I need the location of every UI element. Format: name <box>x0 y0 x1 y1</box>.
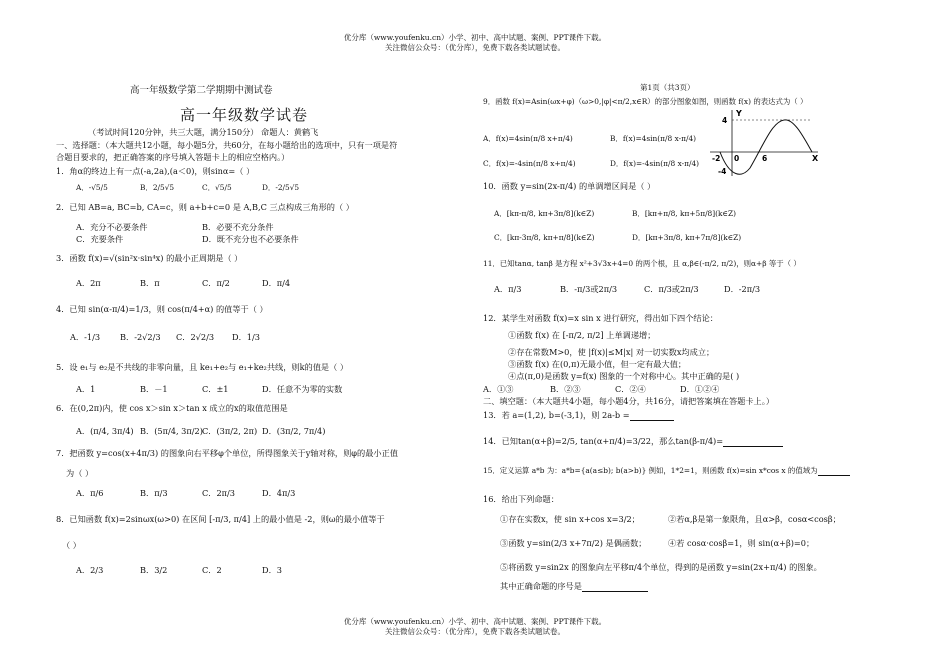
q12-statement-1: ①函数 f(x) 在 [-π/2, π/2] 上单调递增； <box>508 330 656 340</box>
q10-option-b: B．[kπ+π/8, kπ+5π/8](k∈Z) <box>632 209 736 218</box>
q7-option-d: D．4π/3 <box>262 488 296 498</box>
question-8-cont: （ ） <box>62 540 81 550</box>
question-10: 10．函数 y=sin(2x-π/4) 的单调增区间是（ ） <box>483 181 656 191</box>
q15-answer-blank[interactable] <box>818 467 850 476</box>
q1-option-d: D．-2/5√5 <box>262 183 300 192</box>
q7-option-c: C．2π/3 <box>202 488 236 498</box>
q3-option-b: B．π <box>140 278 160 288</box>
q12-statement-4: ④点(π,0)是函数 y=f(x) 图象的一个对称中心。其中正确的是( ) <box>508 371 740 381</box>
question-15 <box>483 465 850 476</box>
q16-proposition-1: ①存在实数x，使 sin x+cos x=3/2； <box>500 514 640 524</box>
page-number: 第1页（共3页） <box>640 83 695 92</box>
question-16: 16．给出下列命题： <box>483 494 559 504</box>
pos-tick-label: 6 <box>762 154 768 163</box>
q2-option-a: A．充分不必要条件 <box>76 222 148 232</box>
q6-option-c: C．(3π/2, 2π) <box>202 426 258 436</box>
q11-option-d: D．-2π/3 <box>724 284 761 294</box>
question-12: 12．某学生对函数 f(x)=x sin x 进行研究，得出如下四个结论： <box>483 313 718 323</box>
q9-sine-graph <box>708 108 822 178</box>
q16-conclusion-text: 其中正确命题的序号是 <box>500 581 582 591</box>
q12-option-b: B．②③ <box>550 384 581 394</box>
q14-answer-blank[interactable] <box>723 438 783 447</box>
question-15-text: 15．定义运算 a*b 为：a*b={a(a≤b); b(a>b)} 例如，1*2=1，则函数 f(x)=sin x*cos x 的值域为 <box>483 466 818 475</box>
q5-option-d: D．任意不为零的实数 <box>262 384 343 394</box>
q7-option-b: B．π/3 <box>140 488 168 498</box>
q11-option-c: C．π/3或2π/3 <box>644 284 699 294</box>
q3-option-c: C．π/2 <box>202 278 230 288</box>
question-1: 1．角α的终边上有一点(-a,2a),(a＜0)，则sinα=（ ） <box>56 166 255 176</box>
max-value-label: 4 <box>722 116 728 125</box>
question-13-text: 13．若 a=(1,2), b=(-3,1)，则 2a-b = <box>483 410 630 420</box>
question-14 <box>483 436 783 447</box>
q5-option-c: C．±1 <box>202 384 229 394</box>
q2-option-b: B．必要不充分条件 <box>202 222 274 232</box>
question-5: 5．设 e₁与 e₂是不共线的非零向量，且 ke₁+e₂与 e₁+ke₂共线，则k的值是（ ） <box>56 362 349 372</box>
q10-option-c: C．[kπ-3π/8, kπ+π/8](k∈Z) <box>494 233 595 242</box>
section-2-heading: 二、填空题：（本大题共4小题，每小题4分，共16分，请把答案填在答题卡上。） <box>483 396 775 406</box>
question-9: 9．函数 f(x)=Asin(ωx+φ)（ω>0,|φ|<π/2,x∈R）的部分图象如图，则函数 f(x) 的表达式为（ ） <box>483 97 808 106</box>
q12-statement-3: ③函数 f(x) 在(0,π)无最小值，但一定有最大值； <box>508 359 687 369</box>
q4-option-d: D．1/3 <box>232 332 260 342</box>
q16-conclusion <box>500 581 648 592</box>
q16-proposition-3: ③函数 y=sin(2/3 x+7π/2) 是偶函数； <box>500 538 647 548</box>
q12-statement-2: ②存在常数M>0，使 |f(x)|≤M|x| 对一切实数x均成立； <box>508 347 715 357</box>
q1-option-b: B．2/5√5 <box>140 183 175 192</box>
q2-option-c: C．充要条件 <box>76 234 124 244</box>
q9-option-b: B．f(x)=4sin(π/8 x-π/4) <box>610 134 697 143</box>
exam-title: 高一年级数学试卷 <box>180 106 309 124</box>
q12-option-c: C．②④ <box>615 384 646 394</box>
q7-option-a: A．π/6 <box>76 488 104 498</box>
exam-subtitle: 高一年级数学第二学期期中测试卷 <box>130 85 273 96</box>
question-8: 8．已知函数 f(x)=2sinωx(ω>0) 在区间 [-π/3, π/4] 上的最小值是 -2，则ω的最小值等于 <box>56 514 385 524</box>
q3-option-d: D．π/4 <box>262 278 291 288</box>
question-4: 4．已知 sin(α-π/4)=1/3，则 cos(π/4+α) 的值等于（ ） <box>56 304 268 314</box>
origin-label: 0 <box>734 154 740 163</box>
q10-option-a: A．[kπ-π/8, kπ+3π/8](k∈Z) <box>494 209 595 218</box>
q8-option-b: B．3/2 <box>140 565 168 575</box>
q16-answer-blank[interactable] <box>582 583 648 592</box>
q13-answer-blank[interactable] <box>630 412 674 421</box>
q9-option-d: D．f(x)=-4sin(π/8 x-π/4) <box>610 159 700 168</box>
q16-proposition-2: ②若α,β是第一象限角，且α>β，cosα<cosβ； <box>668 514 841 524</box>
q4-option-b: B．-2√2/3 <box>120 332 161 342</box>
footer-line-2: 关注微信公众号：（优分库），免费下载各类试题试卷。 <box>385 627 565 636</box>
q6-option-a: A．(π/4, 3π/4) <box>76 426 134 436</box>
q1-option-c: C．√5/5 <box>202 183 232 192</box>
q2-option-d: D．既不充分也不必要条件 <box>202 234 299 244</box>
question-11: 11．已知tanα, tanβ 是方程 x²+3√3x+4=0 的两个根，且 α,β∈(-π/2, π/2)，则α+β 等于（ ） <box>483 259 801 268</box>
q8-option-a: A．2/3 <box>76 565 104 575</box>
section-1-heading: 一、选择题：（本大题共12小题，每小题5分，共60分，在每小题给出的选项中，只有一项是符 <box>56 140 398 150</box>
neg-tick-label: -2 <box>712 154 721 163</box>
q5-option-b: B．－1 <box>140 384 168 394</box>
y-axis-label: Y <box>736 109 742 118</box>
header-line-2: 关注微信公众号：（优分库），免费下载各类试题试卷。 <box>385 43 565 52</box>
q6-option-b: B．(5π/4, 3π/2) <box>140 426 203 436</box>
q16-proposition-4: ④若 cosα·cosβ=1，则 sin(α+β)=0； <box>668 538 815 548</box>
question-2: 2．已知 AB=a, BC=b, CA=c，则 a+b+c=0 是 A,B,C 三点构成三角形的（ ） <box>56 202 354 212</box>
x-axis-label: X <box>812 154 819 163</box>
sine-curve <box>720 120 812 174</box>
q8-option-d: D．3 <box>262 565 282 575</box>
min-value-label: -4 <box>718 167 727 176</box>
q9-option-a: A．f(x)=4sin(π/8 x+π/4) <box>483 134 573 143</box>
section-1-heading-cont: 合题目要求的，把正确答案的序号填入答题卡上的相应空格内。） <box>56 152 290 162</box>
header-line-1: 优分库（www.youfenku.cn）小学、初中、高中试题、案例、PPT课件下载。 <box>343 33 607 42</box>
question-7: 7．把函数 y=cos(x+4π/3) 的图象向右平移φ个单位，所得图象关于y轴对称，则φ的最小正值 <box>56 448 398 458</box>
q3-option-a: A．2π <box>76 278 101 288</box>
q10-option-d: D．[kπ+3π/8, kπ+7π/8](k∈Z) <box>632 233 742 242</box>
q11-option-b: B．-π/3或2π/3 <box>560 284 618 294</box>
question-7-cont: 为（ ） <box>66 468 94 478</box>
question-14-text: 14．已知tan(α+β)=2/5, tan(α+π/4)=3/22，那么tan(β-π/4)= <box>483 436 724 446</box>
q5-option-a: A．1 <box>76 384 96 394</box>
exam-info: （考试时间120分钟，共三大题，满分150分） 命题人：黄鹤飞 <box>88 127 319 137</box>
q16-proposition-5: ⑤将函数 y=sin2x 的图象向左平移π/4个单位，得到的是函数 y=sin(2x+π/4) 的图象。 <box>500 562 822 572</box>
q11-option-a: A．π/3 <box>494 284 522 294</box>
q4-option-a: A．-1/3 <box>70 332 101 342</box>
q12-option-a: A．①③ <box>483 384 514 394</box>
question-3: 3．函数 f(x)=√(sin²x·sin⁴x) 的最小正周期是（ ） <box>56 253 243 263</box>
q12-option-d: D．①②④ <box>680 384 720 394</box>
q9-option-c: C．f(x)=-4sin(π/8 x+π/4) <box>483 159 576 168</box>
q4-option-c: C．2√2/3 <box>176 332 215 342</box>
question-13 <box>483 410 674 421</box>
q8-option-c: C．2 <box>202 565 222 575</box>
question-6: 6．在(0,2π)内，使 cos x＞sin x＞tan x 成立的x的取值范围是 <box>56 403 288 413</box>
footer-line-1: 优分库（www.youfenku.cn）小学、初中、高中试题、案例、PPT课件下载。 <box>343 617 607 626</box>
q1-option-a: A．-√5/5 <box>76 183 108 192</box>
q6-option-d: D．(3π/2, 7π/4) <box>262 426 326 436</box>
